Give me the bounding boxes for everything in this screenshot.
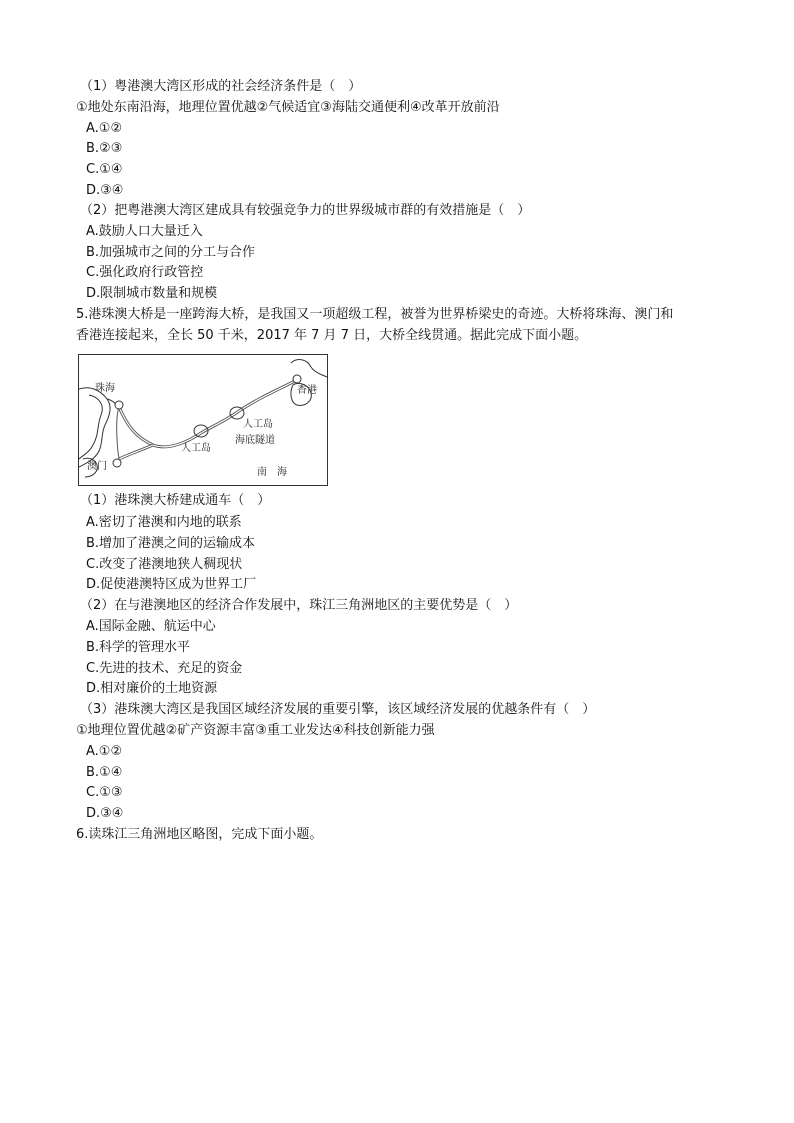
q5-sub2-stem: （2）在与港澳地区的经济合作发展中，珠江三角洲地区的主要优势是（ ）	[80, 598, 518, 613]
macau-port-marker	[113, 459, 121, 467]
q4-sub1-stem: （1）粤港澳大湾区形成的社会经济条件是（ ）	[80, 79, 362, 94]
label-artificial-island-east: 人工岛	[243, 419, 273, 430]
q5-sub2-option-c: C.先进的技术、充足的资金	[86, 661, 243, 676]
bridge-map	[78, 354, 328, 486]
q4-sub1-option-d: D.③④	[86, 183, 124, 198]
q4-sub1-option-a: A.①②	[86, 121, 123, 136]
q4-sub1-option-b: B.②③	[86, 141, 123, 156]
q5-sub3-stem: （3）港珠澳大湾区是我国区域经济发展的重要引擎，该区域经济发展的优越条件有（ ）	[80, 702, 596, 717]
q5-sub2-option-d: D.相对廉价的土地资源	[86, 681, 218, 696]
bridge-west-link	[117, 407, 119, 459]
label-zhuhai: 珠海	[95, 383, 115, 394]
q4-sub2-stem: （2）把粤港澳大湾区建成具有较强竞争力的世界级城市群的有效措施是（ ）	[80, 203, 531, 218]
q5-sub1-option-a: A.密切了港澳和内地的联系	[86, 515, 242, 530]
label-undersea-tunnel: 海底隧道	[235, 435, 275, 446]
q5-sub1-option-c: C.改变了港澳地狭人稠现状	[86, 557, 243, 572]
q6-intro: 6.读珠江三角洲地区略图，完成下面小题。	[76, 827, 323, 842]
hongkong-port-marker	[293, 375, 301, 383]
bridge-map-svg	[79, 355, 327, 485]
q4-sub1-option-c: C.①④	[86, 162, 123, 177]
q5-sub3-items: ①地理位置优越②矿产资源丰富③重工业发达④科技创新能力强	[76, 723, 435, 738]
river-bank	[79, 395, 102, 459]
q5-sub3-option-c: C.①③	[86, 785, 123, 800]
q5-sub1-stem: （1）港珠澳大桥建成通车（ ）	[80, 493, 271, 508]
q5-sub2-option-b: B.科学的管理水平	[86, 640, 191, 655]
label-macau: 澳门	[87, 461, 107, 472]
label-artificial-island-west: 人工岛	[181, 443, 211, 454]
q4-sub2-option-d: D.限制城市数量和规模	[86, 286, 218, 301]
q5-sub2-option-a: A.国际金融、航运中心	[86, 619, 216, 634]
label-south-sea: 南 海	[257, 467, 287, 478]
q4-sub2-option-b: B.加强城市之间的分工与合作	[86, 245, 256, 260]
q4-sub2-option-a: A.鼓励人口大量迁入	[86, 224, 203, 239]
label-hongkong: 香港	[297, 385, 317, 396]
q4-sub2-option-c: C.强化政府行政管控	[86, 265, 204, 280]
q5-intro-line2: 香港连接起来，全长 50 千米，2017 年 7 月 7 日，大桥全线贯通。据此完成下面小题。	[76, 328, 588, 343]
q5-sub3-option-a: A.①②	[86, 744, 123, 759]
q5-sub1-option-b: B.增加了港澳之间的运输成本	[86, 536, 256, 551]
q4-sub1-items: ①地处东南沿海，地理位置优越②气候适宜③海陆交通便利④改革开放前沿	[76, 100, 500, 115]
q5-sub3-option-d: D.③④	[86, 806, 124, 821]
q5-sub3-option-b: B.①④	[86, 765, 123, 780]
hongkong-coastline	[291, 360, 327, 377]
bridge-macau-branch-inner	[119, 445, 153, 459]
zhuhai-port-marker	[115, 401, 123, 409]
q5-sub1-option-d: D.促使港澳特区成为世界工厂	[86, 577, 257, 592]
q5-intro-line1: 5.港珠澳大桥是一座跨海大桥，是我国又一项超级工程，被誉为世界桥梁史的奇迹。大桥将珠海、澳门和	[76, 307, 674, 322]
